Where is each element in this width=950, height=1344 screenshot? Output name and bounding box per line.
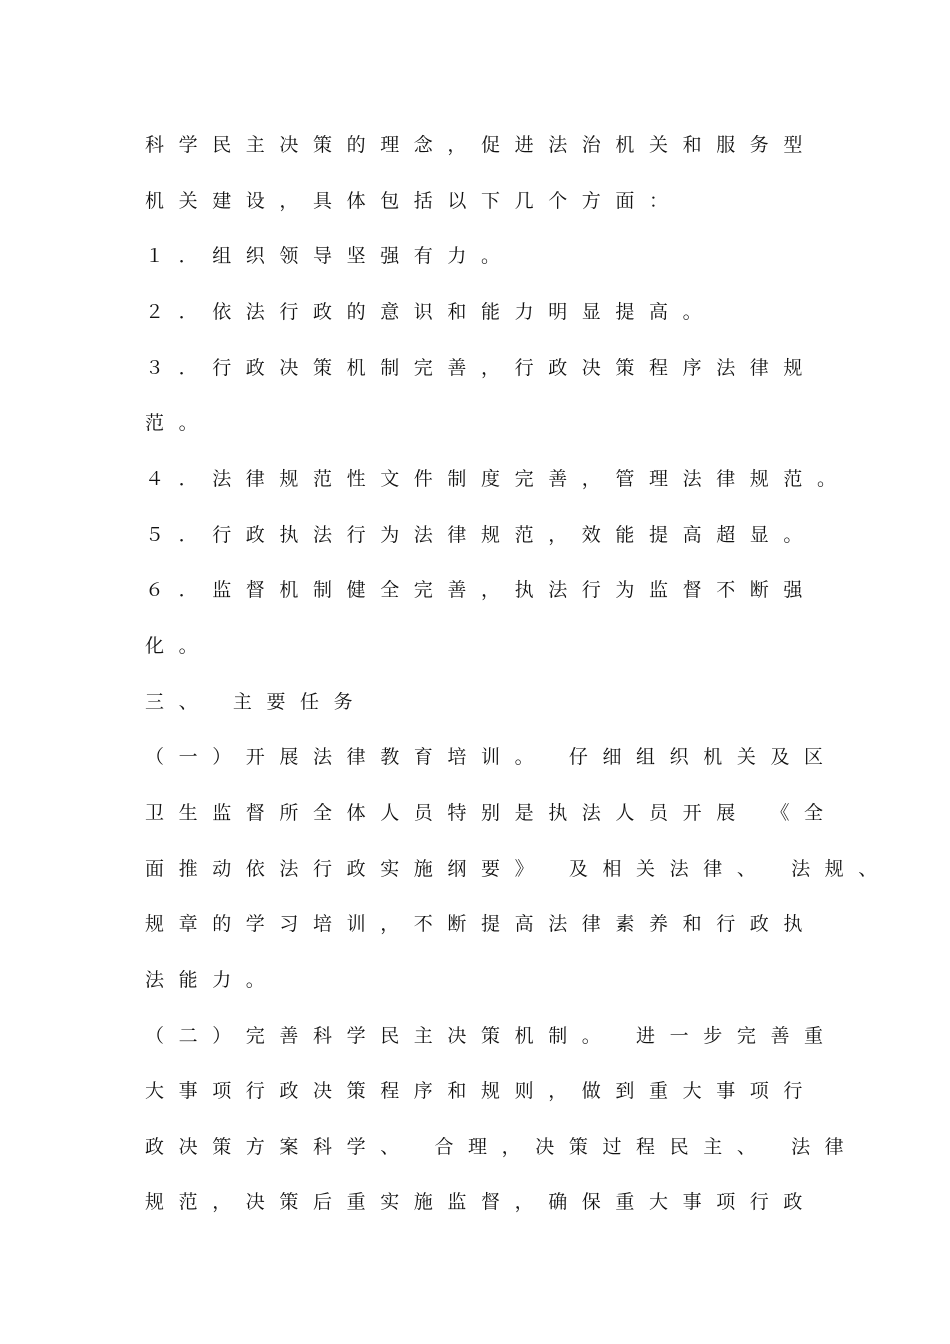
list-item: ５．行政执法行为法律规范，效能提高超显。 [145,524,818,546]
text-line: 大事项行政决策程序和规则，做到重大事项行 [145,1080,818,1102]
text-line: （一）开展法律教育培训。 仔细组织机关及区 [145,746,838,768]
section-heading: 三、 主要任务 [145,691,368,713]
list-item: ２．依法行政的意识和能力明显提高。 [145,301,717,323]
text-line: 法能力。 [145,969,280,991]
text-line: 面推动依法行政实施纲要》 及相关法律、 法规、 [145,858,892,880]
text-line: 范。 [145,412,213,434]
text-line: （二）完善科学民主决策机制。 进一步完善重 [145,1025,838,1047]
text-line: 化。 [145,635,213,657]
list-item: ６．监督机制健全完善，执法行为监督不断强 [145,579,818,601]
text-line: 科学民主决策的理念，促进法治机关和服务型 [145,134,818,156]
text-line: 规章的学习培训，不断提高法律素养和行政执 [145,913,818,935]
list-item: １．组织领导坚强有力。 [145,245,515,267]
text-line: 机关建设，具体包括以下几个方面： [145,190,683,212]
text-line: 政决策方案科学、 合理，决策过程民主、 法律 [145,1136,859,1158]
text-line: 卫生监督所全体人员特别是执法人员开展 《全 [145,802,838,824]
list-item: ４．法律规范性文件制度完善，管理法律规范。 [145,468,851,490]
text-line: 规范，决策后重实施监督，确保重大事项行政 [145,1191,818,1213]
list-item: ３．行政决策机制完善，行政决策程序法律规 [145,357,818,379]
